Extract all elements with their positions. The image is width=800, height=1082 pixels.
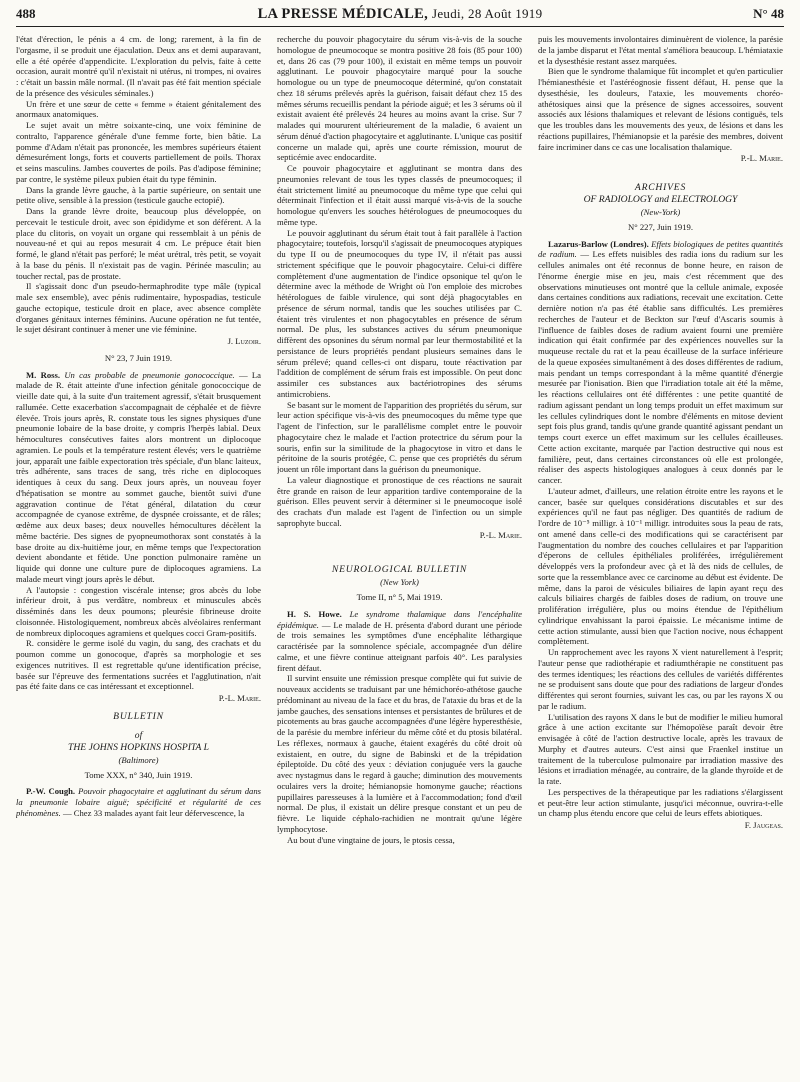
section-heading: of [134, 729, 143, 741]
paragraph: Il survint ensuite une rémission presque complète qui fut suivie de nouveaux accidents se traduisant par une hémichoréo-athétose gauche prédominant au niveau de la face et du bras, de l'ataxie du bras et de la jambe gauches, des sensations intenses et persistantes de brûlures et de picotements au bras gauche accompagnées d'une légère hyperesthésie, de la parésie du membre inférieur du même côté et du ptosis bilatéral. Les réflexes, normaux à gauche, étaient exagérés du côté droit où existaient, en outre, du signe de Babinski et de la trépidation épileptoïde. Du côté des yeux : déviation conjuguée vers la gauche avec nystagmus dans le regard à gauche; diminution des mouvements oculaires vers la droite; hémianopsie homonyme gauche; réactions pupillaires paresseuses à la lumière et à l'accommodation; fond d'œil normal. De plus, il existait un délire presque constant et un peu de fièvre. Le liquide céphalo-rachidien ne montrait qu'une légère lymphocytose. [277, 673, 522, 834]
article-title: Un cas probable de pneumonie gonococcique. [64, 369, 235, 380]
article-text: — La malade de R. était atteinte d'une infection génitale gonococcique de vieille date qui, à la suite d'un traitement agressif, s'était brusquement rallumée. Cette exacerbation s'accompagnait de céphalée et de fièvre élevée. Trois jours après, R. constate tous les signes physiques d'une pneumonie lobaire de la base droite, y compris l'herpès labial. Deux hémocultures consécutives faites alors montrent un diplocoque agramien. Le pouls et la température restent élevés; vers le quatrième jour, apparaît une faible expectoration très spéciale, d'un blanc laiteux, très adhérente, sans traces de sang, très riche en diplocoques identiques à ceux du sang. Deux jours après, un nouveau foyer d'hépatisation se montre au sommet gauche, bientôt suivi d'une aggravation continue de l'état général, dilatation du cœur accompagnée de cyanose extrême, de dyspnée croissante, et de râles; œdème aux deux bases; deux nouvelles hémocultures décèlent la même bactérie. Des signes de pyopneumothorax sont constatés à la base droite au dix-huitième jour, en même temps que l'expectoration devient abondante et fétide. Une ponction pulmonaire ramène un liquide qui donne une culture pure de diplocoques agramiens. La malade meurt vingt jours après le début. [16, 369, 261, 584]
paragraph: Il s'agissait donc d'un pseudo-hermaphrodite type mâle (typical male sex ensemble), avec pénis rudimentaire, hypospadias, testicule gauche ectopique, testicule droit en place, avec absence complète d'organes génitaux internes féminins. Aucune opération ne fut tentée, le sujet désirant continuer à mener une vie féminine. [16, 281, 261, 335]
running-title [16, 6, 784, 23]
paragraph: Ce pouvoir phagocytaire et agglutinant se montra dans des pneumonies relevant de tous les types classés de pneumocoques; il était strictement limité au pneumocoque du même type que celui qui déterminait l'infection et il était aussi marqué vis-à-vis de la souche homologue qu'envers les souches hétérologues de pneumocoques du même type. [277, 163, 522, 227]
author-signature: P.-L. Marie. [218, 693, 261, 703]
article-author: Lazarus-Barlow (Londres). [548, 238, 649, 249]
paragraph: L'auteur admet, d'ailleurs, une relation étroite entre les rayons et le cancer, basée sur quelques considérations discutables et sur des expériences qu'il ne faut pas négliger. Des quantités de radium de l'ordre de 10⁻⁵ milligr. à 10⁻¹ milligr. introduites sous la peau de rats, ont amené dans celle-ci des modifications qui se caractérisent par l'augmentation du nombre des couches cellulaires et par l'apparition d'éperons de cellules épithéliales proliférées, irrégulièrement développés vers la profondeur avec çà et là des nids de cellules, de sorte que la ressemblance avec ce carcinome au début est évidente. De même, dans la paroi de vésicules biliaires de lapin ayant reçu des calculs biliaires chargés de faibles doses de radium, on trouve une prolifération irrégulière, plus ou moins étendue de l'épithélium cylindrique envahissant la paroi épaissie. Le mécanisme intime de cette action stimulante, aussi bien que l'action nocive, nous échappent complètement. [538, 485, 783, 647]
column-left [16, 34, 261, 1082]
section-heading: NEUROLOGICAL BULLETIN [331, 564, 468, 576]
paragraph: Se basant sur le moment de l'apparition des propriétés du sérum, sur leur action spécifique vis-à-vis des pneumocoques du même type que l'agent de l'infection, sur le parallélisme complet entre le pouvoir phagocytaire chez le malade et l'action protectrice du sérum pour la souris, enfin sur la similitude de la phagocytose in vitro et dans le péritoine de la souris protégée, C. pense que ces propriétés du sérum jouent un rôle important dans la guérison du pneumonique. [277, 399, 522, 474]
article-text: — Le malade de H. présenta d'abord durant une période de trois semaines les symptômes d'une encéphalite léthargique caractérisée par la somnolence spéciale, accompagnée d'un délire calme, et une fièvre continue atteignant parfois 40°. Les paralysies firent défaut. [277, 619, 522, 673]
article-ross [16, 370, 261, 585]
paragraph: l'état d'érection, le pénis a 4 cm. de long; rarement, à la fin de l'orgasme, il se produit une éjaculation. Deux ans et demi auparavant, elle a été opérée d'appendicite. L'exploration du pelvis, faite à cette occasion, aurait montré qu'il n'existait ni utérus, ni trompes, ni ovaires : c'était un bassin mâle normal. (Il n'avait pas été fait mention spéciale de la présence des vésicules séminales.) [16, 34, 261, 98]
article-text: — Les effets nuisibles des radia ions du radium sur les cellules animales ont été reconnus de bonne heure, en raison de l'énorme énergie mise en jeu, mais c'est récemment que des observations minutieuses ont montré que la cellule animale, exposée dans certaines conditions aux radiations, recevait une excitation. Cette dernière notion n'a pas été établie sans difficultés. Les premières recherches de l'auteur et de Beckton sur l'œuf d'Ascaris soumis à l'influence de faibles doses de radium avaient fourni une première indication qui était confirmée par des expériences nouvelles sur la muqueuse rectale du rat et la peau écailleuse de la surface inférieure de la queue exposées simultanément à des doses différentes de radium, mais pendant un temps correspondant à la même quantité d'énergie mesurée par l'ionisation. Bien que l'irradiation totale ait été la même, les réactions cellulaires ont été différentes : une petite quantité de radium agissant pendant un long temps produit un effet maximum sur les cellules cylindriques dont le nombre d'éléments en mitose devient sept fois plus grand, tandis qu'une grande quantité agissant pendant un temps court exerce un effet maximum sur les cellules écailleuses. Cette action excitante, marquée par l'action destructive qui nous est familière, peut, dans certaines circonstances où elle est prolongée, réaliser des aspects histologiques analogues à ceux donnés par le cancer. [538, 249, 783, 485]
paragraph: Dans la grande lèvre gauche, à la partie supérieure, on sentait une petite olive, sensible à la pression (testicule gauche ectopié). [16, 184, 261, 206]
section-location: (New York) [380, 577, 419, 588]
paragraph: Dans la grande lèvre droite, beaucoup plus développée, on percevait le testicule droit, avec son épididyme et son déférent. A la place du clitoris, on voyait un organe qui ressemblait à un pénis de nouveau-né et qui au repos mesurait 4 cm. Le prépuce était bien formé, le gland n'était pas perforé; le méat urétral, très petit, se voyait à la base du pénis. Il n'existait pas de vagin. Périnée masculin; au toucher rectal, pas de prostate. [16, 206, 261, 281]
paragraph: Un rapprochement avec les rayons X vient naturellement à l'esprit; l'auteur pense que radiothérapie et radiumthérapie ne constituent pas des termes identiques; les réactions des cellules de variétés différentes ne se produisent sans doute que pour des radiations de largeur d'ondes différentes qui seront fournies, suivant les cas, ou par les rayons X ou par le radium. [538, 647, 783, 711]
paragraph: Le pouvoir agglutinant du sérum était tout à fait parallèle à l'action phagocytaire; toutefois, lorsqu'il s'agissait de pneumocoques atypiques du type II ou de pneumocoques du type IV, il n'était pas aussi strictement spécifique que le pouvoir phagocytaire. Celui-ci diffère complètement d'une augmentation de l'indice opsonique tel qu'on le détermine avec la méthode de Wright où l'on emploie des microbes hétérologues de faible virulence, qui sont déjà phagocytables en présence de sérum normal, tandis que les souches utilisées par C. étaient très virulentes et non phagocytables en présence de sérum normal. De plus, les substances actives du sérum pneumonique diffèrent des opsonines du sérum normal par leur thermostabilité et la persistance de leurs propriétés pendant plusieurs semaines dans le sérum prélevé; quand celles-ci ont disparu, toute réactivation par l'addition de complément de sérum frais est impossible. On peut donc assimiler ces substances aux bactériotropines des sérums antimicrobiens. [277, 227, 522, 399]
article-title: Effets biologiques de petites quantités de radium. [538, 238, 783, 260]
paragraph: A l'autopsie : congestion viscérale intense; gros abcès du lobe inférieur droit, à pus verdâtre, nombreux et minuscules abcès disséminés dans les deux poumons; pleurésie fibrineuse droite cloisonnée. Histologiquement, nombreux abcès alvéolaires renfermant de nombreux diplocoques agramiens et quelques cocci Gram-positifs. [16, 584, 261, 638]
paragraph: Un frère et une sœur de cette « femme » étaient génitalement des anormaux anatomiques. [16, 98, 261, 120]
article-text: — Chez 33 malades ayant fait leur défervescence, la [62, 807, 245, 818]
issue-date: Jeudi, 28 Août 1919 [431, 6, 543, 21]
section-heading: ARCHIVES [634, 182, 687, 193]
page-header [16, 4, 784, 27]
paragraph: Bien que le syndrome thalamique fût incomplet et qu'en particulier l'hémianesthésie et l'astéréognosie fissent défaut, H. pense que la dysesthésie, les douleurs, l'ataxie, les mouvements choréo-athétosiques ainsi que la présence de signes accessoires, souvent associés aux lésions thalamiques et relevant de lésions contiguës, tels que les troubles dans les mouvements des yeux, de lésions et dans les réactions pupillaires, l'hémianopsie et la parésie des membres, doivent faire incriminer dans ce cas une localisation thalamique. [538, 66, 783, 152]
paragraph: recherche du pouvoir phagocytaire du sérum vis-à-vis de la souche homologue de pneumocoque se montra positive 28 fois (85 pour 100) et, dans 26 cas (79 pour 100), il existait en même temps un pouvoir agglutinant. Le pouvoir phagocytaire marqué pour la souche homologue ou un type de pneumocoque déterminé, qu'on constatait chez 18 sérums prélevés après la guérison, faisait défaut chez 15 des mêmes sérums recueillis pendant la période aiguë; et les 3 sérums où il existait avaient été prélevés 24 heures au moins avant la crise. Sur 7 malades qui moururent ultérieurement de la maladie, 6 avaient un sérum dénué d'action phagocytaire et agglutinante. L'unique cas positif concerne un malade qui, après une courte rémission, mourut de septicémie avec endocardite. [277, 34, 522, 163]
article-cough [16, 786, 261, 818]
paragraph: puis les mouvements involontaires diminuèrent de violence, la parésie de la jambe disparut et l'état mental s'améliora beaucoup. L'hémiataxie et la dysesthésie restant assez marquées. [538, 34, 783, 66]
section-location: (Baltimore) [118, 754, 159, 765]
article-lazarus [538, 239, 783, 486]
author-signature: J. Luzoir. [227, 336, 261, 346]
paragraph: Le sujet avait un mètre soixante-cinq, une voix féminine de contralto, l'apparence générale d'une femme forte, bien bâtie. La pomme d'Adam n'était pas prononcée, les membres supérieurs étaient démesurément longs, forts et couverts partiellement de poils. Thorax et seins masculins. Jambes couvertes de poils. Pas d'adipose féminine; par contre, le système pileux pubien était du type féminin. [16, 120, 261, 184]
article-author: H. S. Howe. [287, 608, 342, 619]
section-gap [277, 543, 522, 557]
article-howe [277, 609, 522, 674]
paragraph: L'utilisation des rayons X dans le but de modifier le milieu humoral grâce à une action excitante sur l'hémopoïèse paraît devoir être envisagée à côté de l'action destructive locale, après les travaux de Murphy et d'autres auteurs. C'est ainsi que Fraenkel institue un traitement de la tuberculose pulmonaire par irradiation massive des lésions et irradiation ménagée, au contraire, de la glande thyroïde et de la rate. [538, 711, 783, 786]
paragraph: Au bout d'une vingtaine de jours, le ptosis cessa, [287, 834, 455, 845]
paragraph: R. considère le germe isolé du vagin, du sang, des crachats et du poumon comme un gonocoque, d'après sa morphologie et ses exigences nutritives. Il est regrettable qu'une identification précise, basée sur l'épreuve des fermentations sucrées et l'agglutination, n'ait pas été faite dans ce cas intéressant et exceptionnel. [16, 638, 261, 692]
author-signature: P.-L. Marie. [740, 153, 783, 164]
page-number: 488 [16, 6, 36, 21]
article-author: M. Ross. [26, 369, 61, 380]
volume-line: N° 227, Juin 1919. [627, 221, 694, 232]
journal-name: LA PRESSE MÉDICALE, [257, 6, 429, 22]
author-signature: P.-L. Marie. [479, 529, 522, 540]
column-right [538, 34, 783, 1082]
section-location: (New-York) [640, 207, 681, 217]
issue-number: N° 48 [753, 6, 784, 21]
volume-line: Tome XXX, n° 340, Juin 1919. [84, 769, 193, 780]
section-heading: BULLETIN [113, 710, 164, 722]
author-signature: F. Jaugeas. [744, 820, 783, 830]
column-middle [277, 34, 522, 1082]
paragraph: La valeur diagnostique et pronostique de ces réactions ne saurait être grande en raison de leur apparition tardive contemporaine de la guérison. Elles peuvent servir à déterminer si le pneumocoque isolé des crachats d'un malade est l'agent de l'infection ou un simple saprophyte buccal. [277, 474, 522, 528]
section-heading: OF RADIOLOGY and ELECTROLOGY [583, 194, 738, 205]
section-heading: THE JOHNS HOPKINS HOSPITA L [68, 741, 209, 753]
article-title: Le syndrome thalamique dans l'encéphalite épidémique. [277, 608, 522, 630]
volume-line: Tome II, n° 5, Mai 1919. [356, 592, 443, 602]
paragraph: Les perspectives de la thérapeutique par les radiations s'élargissent et peut-être leur action stimulante, jusqu'ici méconnue, ouvrira-t-elle un champ plus étendu encore que celui de leurs effets abiotiques. [538, 786, 783, 819]
article-author: P.-W. Cough. [26, 786, 76, 797]
section-gap [538, 167, 783, 175]
issue-subheading: N° 23, 7 Juin 1919. [104, 352, 173, 363]
article-title: Pouvoir phagocytaire et agglutinant du sérum dans la pneumonie lobaire aiguë; spécificité et régularité de ces phénomènes. [16, 786, 261, 818]
